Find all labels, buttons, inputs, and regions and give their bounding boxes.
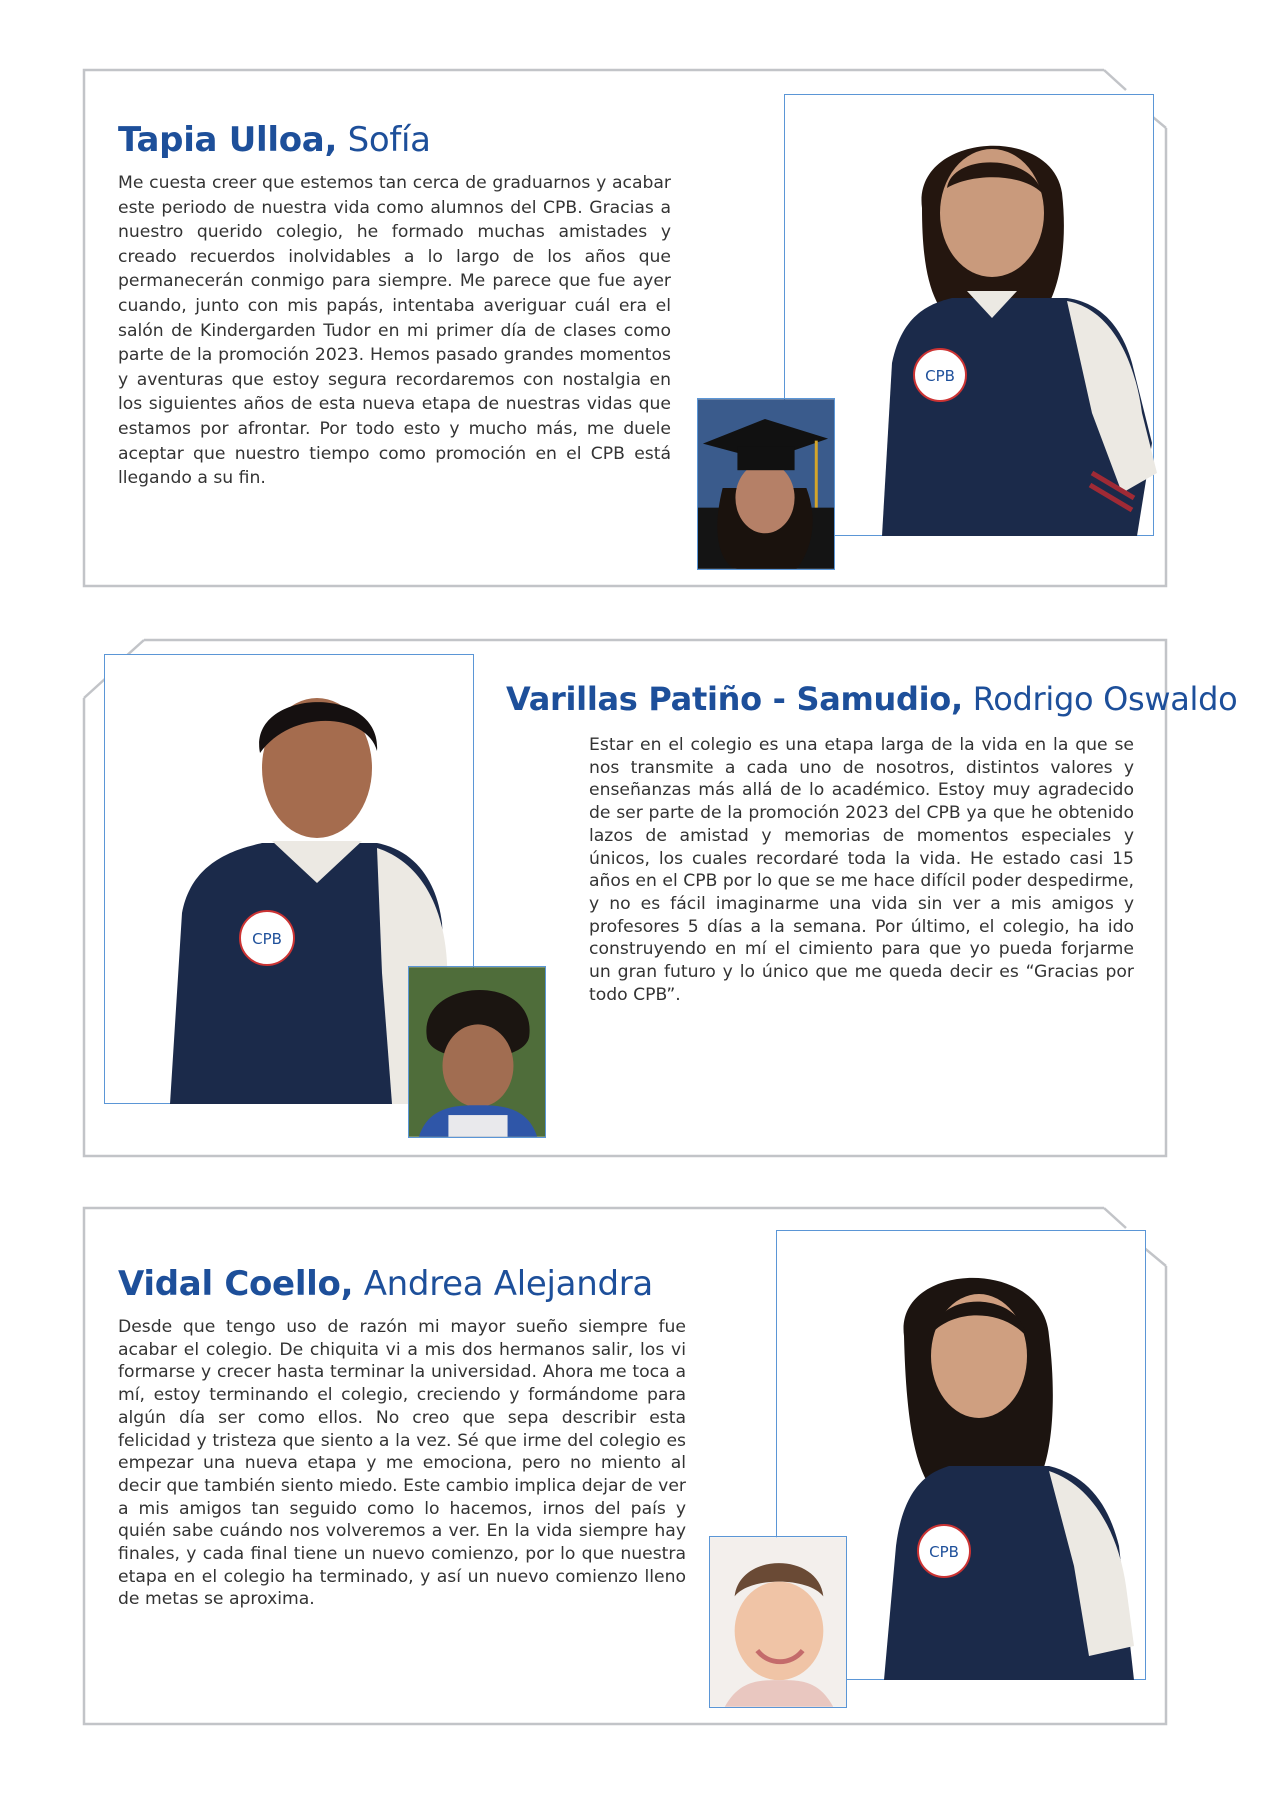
last-name: Tapia Ulloa, <box>118 120 338 160</box>
student-bio: Me cuesta creer que estemos tan cerca de graduarnos y acabar este periodo de nuestra vida como alumnos del CPB. Gracias a nuestro querido colegio, he formado muchas amistades y creado recuerdos inolvidables a lo largo de los años que permanecerán conmigo para siempre. Me parece que fue ayer cuando, junto con mis papás, intentaba averiguar cuál era el salón de Kindergarden Tudor en mi primer día de clases como parte de la promoción 2023. Hemos pasado grandes momentos y aventuras que estoy segura recordaremos con nostalgia en los siguientes años de esta nueva etapa de nuestras vidas que estamos por afrontar. Por todo esto y mucho más, me duele aceptar que nuestro tiempo como promoción en el CPB está llegando a su fin. <box>118 173 671 489</box>
student-bio: Estar en el colegio es una etapa larga de la vida en la que se nos transmite a cada uno de nosotros, distintos valores y enseñanzas más allá de lo académico. Estoy muy agradecido de ser parte de la promoción 2023 del CPB ya que he obtenido lazos de amistad y memorias de momentos especiales y únicos, los cuales recordaré toda la vida. He estado casi 15 años en el CPB por lo que se me hace difícil poder despedirme, y no es fácil imaginarme una vida sin ver a mis amigos y profesores 5 días a la semana. Por último, el colegio, ha ido construyendo en mí el cimiento para que yo pueda forjarme un gran futuro y lo único que me queda decir es “Gracias por todo CPB”. <box>589 735 1134 1005</box>
jacket-badge-label: CPB <box>925 367 955 385</box>
student-portrait <box>834 1246 1162 1680</box>
first-name: Andrea Alejandra <box>353 1264 653 1304</box>
student-name <box>118 120 431 160</box>
student-portrait <box>852 113 1162 536</box>
student-bio: Desde que tengo uso de razón mi mayor sueño siempre fue acabar el colegio. De chiquita vi a mis dos hermanos salir, los vi formarse y crecer hasta terminar la universidad. Ahora me toca a mí, estoy terminando el colegio, creciendo y formándome para algún día ser como ellos. No creo que sepa describir esta felicidad y tristeza que siento a la vez. Sé que irme del colegio es empezar una nueva etapa y me emociona, pero no miento al decir que también siento miedo. Este cambio implica dejar de ver a mis amigos tan seguido como lo hacemos, irnos del país y quién sabe cuándo nos volveremos a ver. En la vida siempre hay finales, y cada final tiene un nuevo comienzo, por lo que nuestra etapa en el colegio ha terminado, y así un nuevo comienzo lleno de metas se aproxima. <box>118 1317 686 1610</box>
last-name: Varillas Patiño - Samudio, <box>506 680 963 718</box>
jacket-badge-label: CPB <box>252 930 282 948</box>
childhood-photo <box>408 966 546 1138</box>
profile-card-3 <box>82 1206 1166 1724</box>
student-name <box>118 1264 653 1304</box>
jacket-badge-label: CPB <box>929 1543 959 1561</box>
childhood-photo <box>697 398 835 570</box>
first-name: Sofía <box>337 120 431 160</box>
childhood-photo <box>709 1536 847 1708</box>
student-name <box>506 680 1237 718</box>
profile-card-1 <box>82 68 1166 586</box>
first-name: Rodrigo Oswaldo <box>962 680 1238 718</box>
profile-card-2 <box>82 638 1238 1156</box>
last-name: Vidal Coello, <box>118 1264 354 1304</box>
